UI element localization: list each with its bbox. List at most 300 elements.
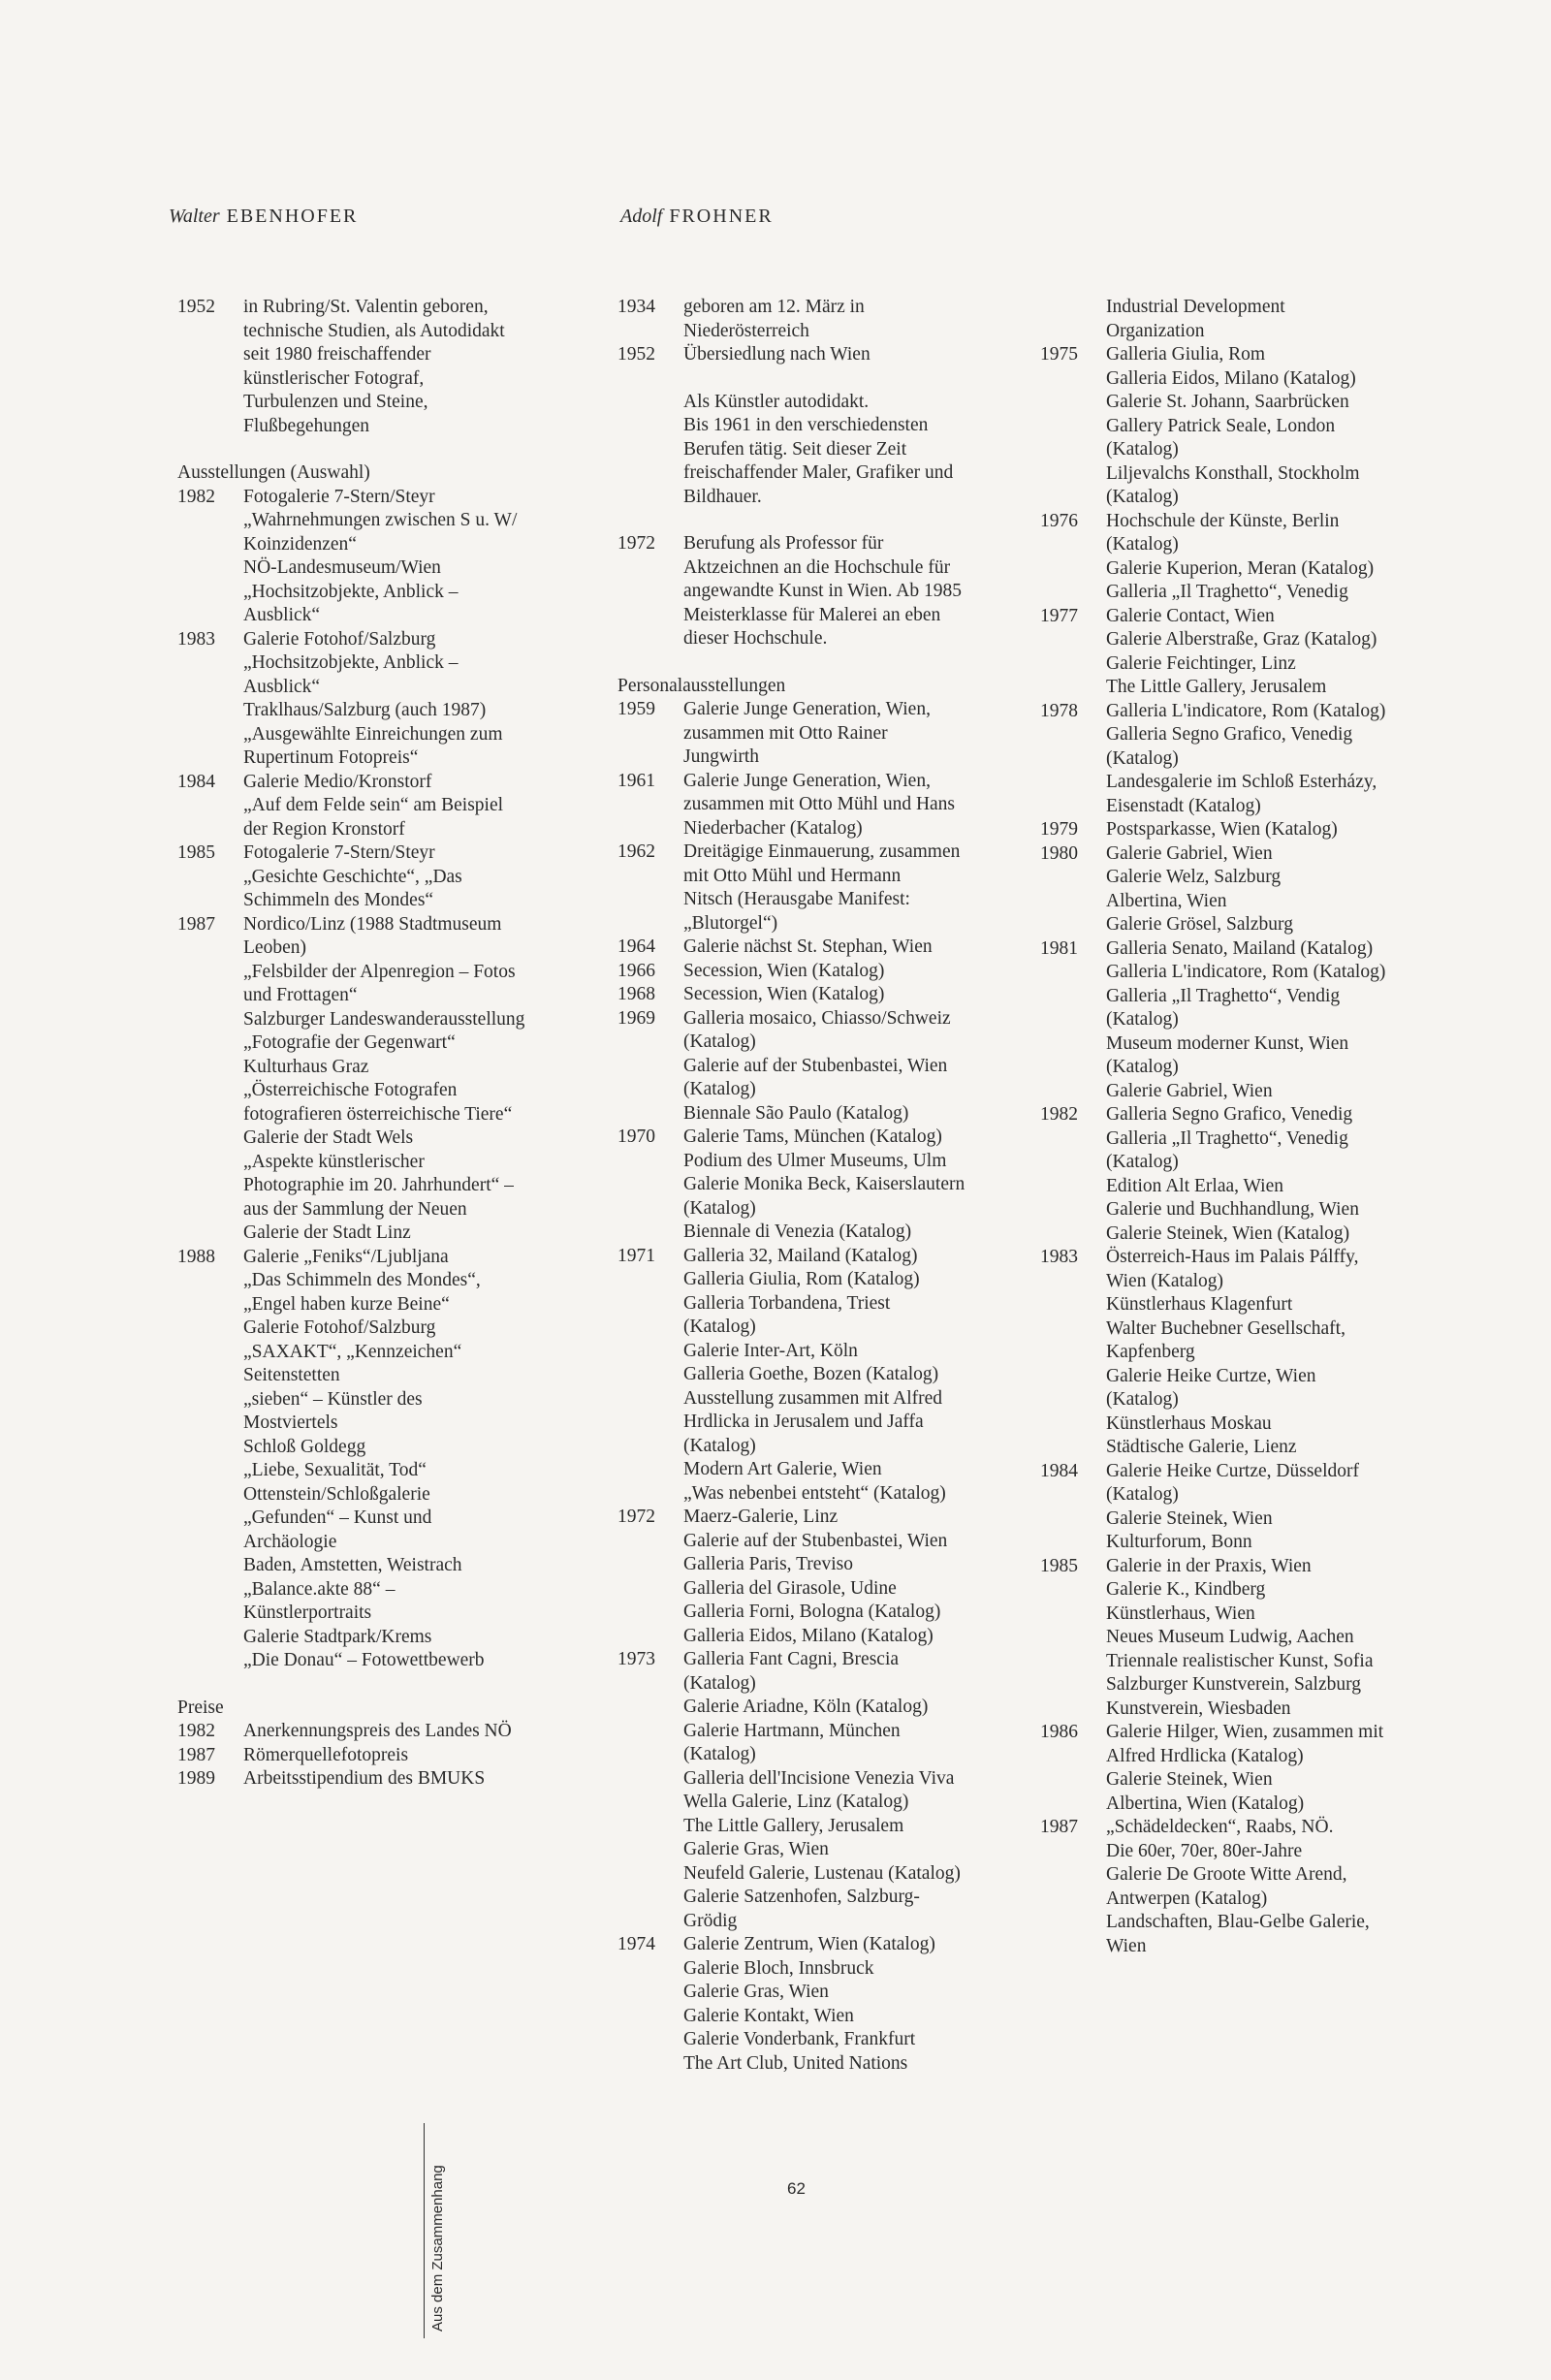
entry-text: in Rubring/St. Valentin geboren, xyxy=(243,297,489,317)
list-item xyxy=(617,1577,1044,1602)
entry-text: seit 1980 freischaffender xyxy=(243,344,431,365)
entry-text: Römerquellefotopreis xyxy=(243,1744,409,1765)
entry-text: Flußbegehungen xyxy=(243,415,369,436)
entry-text: Galerie Fotohof/Salzburg xyxy=(243,628,436,650)
entry-text: „Gefunden“ – Kunst und xyxy=(243,1507,432,1528)
entry-text: Neues Museum Ludwig, Aachen xyxy=(1106,1627,1354,1647)
entry-text: Galerie Steinek, Wien (Katalog) xyxy=(1106,1222,1350,1244)
list-item xyxy=(617,983,1044,1007)
list-item xyxy=(1040,1008,1467,1032)
list-item xyxy=(1040,1507,1467,1532)
year-label: 1989 xyxy=(177,1768,215,1789)
entry-text: Seitenstetten xyxy=(243,1365,340,1385)
list-item xyxy=(177,1364,565,1388)
list-item xyxy=(1040,866,1467,890)
entry-text: Galleria Senato, Mailand (Katalog) xyxy=(1106,937,1374,959)
year-label: 1987 xyxy=(177,1744,215,1765)
entry-text: Galerie Steinek, Wien xyxy=(1106,1769,1273,1790)
list-item xyxy=(617,1767,1044,1792)
entry-text: Niederbacher (Katalog) xyxy=(683,817,863,839)
entry-text: Neufeld Galerie, Lustenau (Katalog) xyxy=(683,1862,961,1884)
entry-text: (Katalog) xyxy=(1106,747,1179,769)
list-item xyxy=(177,509,565,533)
list-item xyxy=(1040,1768,1467,1793)
list-item xyxy=(617,1458,1044,1482)
list-item xyxy=(1040,391,1467,415)
year-label: 1970 xyxy=(617,1127,655,1147)
entry-text: mit Otto Mühl und Hermann xyxy=(683,865,902,886)
year-label: 1980 xyxy=(1040,842,1078,864)
list-item xyxy=(177,651,565,676)
entry-text: Kulturhaus Graz xyxy=(243,1056,369,1077)
list-item xyxy=(177,699,565,723)
list-item xyxy=(617,296,1044,320)
entry-text: (Katalog) xyxy=(1106,439,1179,460)
entry-text: Galerie Monika Beck, Kaiserslautern xyxy=(683,1174,965,1194)
entry-text: Galleria L'indicatore, Rom (Katalog) xyxy=(1106,962,1386,982)
entry-text: dieser Hochschule. xyxy=(683,628,828,649)
entry-text: Hrdlicka in Jerusalem und Jaffa xyxy=(683,1412,924,1432)
entry-text: Galerie De Groote Witte Arend, xyxy=(1106,1864,1347,1885)
list-item xyxy=(1040,1056,1467,1080)
year-label: 1977 xyxy=(1040,605,1078,626)
list-item xyxy=(177,1412,565,1436)
list-item xyxy=(1040,510,1467,534)
entry-text: Galerie Junge Generation, Wien, xyxy=(683,770,931,791)
list-item xyxy=(1040,1293,1467,1317)
list-item xyxy=(1040,676,1467,700)
entry-text: Galerie Kuperion, Meran (Katalog) xyxy=(1106,557,1375,579)
list-item xyxy=(1040,985,1467,1009)
entry-text: Museum moderner Kunst, Wien xyxy=(1106,1032,1349,1054)
list-item xyxy=(177,367,565,392)
entry-text: Die 60er, 70er, 80er-Jahre xyxy=(1106,1840,1303,1861)
entry-text: Künstlerportraits xyxy=(243,1603,372,1623)
list-item xyxy=(177,415,565,439)
entry-text: Galerie Gras, Wien xyxy=(683,1982,829,2002)
page-number: 62 xyxy=(787,2179,806,2198)
list-item xyxy=(177,771,565,795)
list-item xyxy=(177,1626,565,1650)
entry-text: Ausblick“ xyxy=(243,676,321,697)
entry-text: Jungwirth xyxy=(683,746,759,767)
list-item xyxy=(177,1459,565,1483)
entry-text: „sieben“ – Künstler des xyxy=(243,1388,423,1410)
list-item xyxy=(1040,747,1467,772)
list-item xyxy=(617,320,1044,344)
list-item xyxy=(1040,415,1467,439)
list-item xyxy=(177,746,565,771)
entry-text: Postsparkasse, Wien (Katalog) xyxy=(1106,819,1338,840)
list-item xyxy=(1040,1483,1467,1507)
list-item xyxy=(1040,367,1467,392)
year-label: 1973 xyxy=(617,1649,655,1669)
list-item xyxy=(177,486,565,510)
list-item xyxy=(1040,1127,1467,1152)
entry-text: The Little Gallery, Jerusalem xyxy=(1106,677,1327,697)
list-item xyxy=(617,817,1044,841)
entry-text: Galleria Goethe, Bozen (Katalog) xyxy=(683,1364,939,1384)
entry-text: künstlerischer Fotograf, xyxy=(243,367,425,389)
entry-text: Galerie nächst St. Stephan, Wien xyxy=(683,936,933,957)
list-item xyxy=(177,676,565,700)
year-label: 1983 xyxy=(177,628,215,650)
entry-text: Galerie auf der Stubenbastei, Wien xyxy=(683,1055,948,1076)
list-item xyxy=(617,1197,1044,1222)
list-item xyxy=(177,1269,565,1293)
entry-text: Ausstellung zusammen mit Alfred xyxy=(683,1387,943,1409)
entry-text: Wien xyxy=(1106,1935,1147,1956)
entry-text: Organization xyxy=(1106,320,1205,341)
list-item xyxy=(177,581,565,605)
entry-text: fotografieren österreichische Tiere“ xyxy=(243,1103,513,1125)
list-item xyxy=(177,1198,565,1222)
entry-text: technische Studien, als Autodidakt xyxy=(243,320,505,341)
entry-text: Ausblick“ xyxy=(243,605,321,625)
year-label: 1952 xyxy=(617,344,655,365)
year-label: 1976 xyxy=(1040,510,1078,531)
list-item xyxy=(617,438,1044,462)
entry-text: Galerie Hilger, Wien, zusammen mit xyxy=(1106,1722,1384,1742)
entry-text: Albertina, Wien xyxy=(1106,890,1227,911)
list-item xyxy=(617,1078,1044,1102)
list-item xyxy=(617,1150,1044,1174)
list-item xyxy=(1040,1816,1467,1840)
list-item xyxy=(617,2005,1044,2029)
list-item xyxy=(177,1483,565,1507)
entry-text: Galerie Stadtpark/Krems xyxy=(243,1626,432,1647)
entry-text: Leoben) xyxy=(243,937,306,958)
entry-text: Edition Alt Erlaa, Wien xyxy=(1106,1175,1283,1196)
list-item xyxy=(1040,533,1467,557)
author-first-name: Adolf xyxy=(620,206,663,227)
author-last-name: EBENHOFER xyxy=(226,206,359,227)
entry-text: Industrial Development xyxy=(1106,297,1285,317)
year-label: 1974 xyxy=(617,1934,655,1954)
list-item xyxy=(617,627,1044,651)
entry-text: Wella Galerie, Linz (Katalog) xyxy=(683,1792,909,1812)
list-item xyxy=(177,984,565,1008)
entry-text: Künstlerhaus Moskau xyxy=(1106,1412,1272,1434)
list-item xyxy=(177,1151,565,1175)
entry-text: geboren am 12. März in xyxy=(683,297,865,317)
year-label: 1972 xyxy=(617,1507,655,1527)
list-item xyxy=(177,296,565,320)
entry-text: Galleria Eidos, Milano (Katalog) xyxy=(683,1625,934,1646)
list-item xyxy=(177,604,565,628)
entry-text: (Katalog) xyxy=(1106,1009,1179,1030)
entry-text: Gallery Patrick Seale, London xyxy=(1106,415,1336,436)
list-item xyxy=(617,865,1044,889)
list-item xyxy=(177,1127,565,1151)
entry-text: Galerie der Stadt Linz xyxy=(243,1222,411,1243)
entry-text: Dreitägige Einmauerung, zusammen xyxy=(683,841,961,862)
entry-text: Rupertinum Fotopreis“ xyxy=(243,747,419,768)
entry-text: The Little Gallery, Jerusalem xyxy=(683,1815,904,1836)
entry-text: Galerie Feichtinger, Linz xyxy=(1106,652,1296,674)
list-item xyxy=(617,722,1044,746)
list-item xyxy=(177,343,565,367)
entry-text: Galerie Junge Generation, Wien, xyxy=(683,699,931,719)
list-item xyxy=(1040,1222,1467,1247)
entry-text: (Katalog) xyxy=(683,1317,756,1337)
list-item xyxy=(1040,1531,1467,1555)
list-item xyxy=(617,1316,1044,1340)
list-item xyxy=(177,818,565,842)
list-item xyxy=(1040,1745,1467,1769)
list-item xyxy=(1040,1721,1467,1745)
entry-text: Antwerpen (Katalog) xyxy=(1106,1888,1268,1909)
entry-text: (Katalog) xyxy=(683,1435,756,1456)
list-item xyxy=(1040,1603,1467,1627)
list-item xyxy=(1040,890,1467,914)
year-label: 1982 xyxy=(177,486,215,507)
entry-text: Galerie Ariadne, Köln (Katalog) xyxy=(683,1697,929,1717)
list-item xyxy=(1040,723,1467,747)
year-label: 1982 xyxy=(177,1721,215,1741)
entry-text: Galleria Torbandena, Triest xyxy=(683,1292,891,1314)
spacer xyxy=(617,651,1044,675)
entry-text: Nordico/Linz (1988 Stadtmuseum xyxy=(243,913,502,935)
list-item xyxy=(617,960,1044,984)
list-item xyxy=(617,1886,1044,1910)
entry-text: Biennale di Venezia (Katalog) xyxy=(683,1222,912,1242)
year-label: 1934 xyxy=(617,297,655,317)
list-item xyxy=(617,1696,1044,1720)
list-item xyxy=(177,1317,565,1341)
entry-text: The Art Club, United Nations xyxy=(683,2052,908,2074)
entry-text: Berufen tätig. Seit dieser Zeit xyxy=(683,438,907,460)
list-item xyxy=(177,1079,565,1103)
entry-text: Photographie im 20. Jahrhundert“ – xyxy=(243,1175,514,1195)
entry-text: Als Künstler autodidakt. xyxy=(683,391,870,412)
entry-text: Berufung als Professor für xyxy=(683,533,884,554)
list-item xyxy=(177,1531,565,1555)
list-item xyxy=(617,1838,1044,1862)
entry-text: „Balance.akte 88“ – xyxy=(243,1578,396,1600)
list-item xyxy=(177,533,565,557)
entry-text: Galerie auf der Stubenbastei, Wien xyxy=(683,1530,948,1551)
list-item xyxy=(617,1173,1044,1197)
entry-text: (Katalog) xyxy=(1106,534,1179,555)
entry-text: (Katalog) xyxy=(683,1031,756,1052)
entry-text: Galerie Heike Curtze, Düsseldorf xyxy=(1106,1460,1359,1481)
year-label: 1985 xyxy=(1040,1555,1078,1576)
list-item xyxy=(1040,605,1467,629)
list-item xyxy=(177,1744,565,1768)
entry-text: Galerie in der Praxis, Wien xyxy=(1106,1555,1312,1576)
author-heading-right xyxy=(620,206,774,228)
entry-text: (Katalog) xyxy=(1106,1057,1179,1077)
list-item xyxy=(1040,1246,1467,1270)
entry-text: Galleria mosaico, Chiasso/Schweiz xyxy=(683,1007,951,1029)
list-item xyxy=(617,1672,1044,1697)
list-item xyxy=(617,936,1044,960)
entry-text: Galerie Bloch, Innsbruck xyxy=(683,1957,874,1979)
list-item xyxy=(177,391,565,415)
year-label: 1984 xyxy=(177,771,215,792)
entry-text: Hochschule der Künste, Berlin xyxy=(1106,510,1340,531)
year-label: 1978 xyxy=(1040,700,1078,721)
list-item xyxy=(1040,320,1467,344)
entry-text: angewandte Kunst in Wien. Ab 1985 xyxy=(683,581,962,601)
entry-text: Kapfenberg xyxy=(1106,1342,1195,1362)
entry-text: Galerie Vonderbank, Frankfurt xyxy=(683,2029,916,2049)
year-label: 1969 xyxy=(617,1007,655,1029)
year-label: 1982 xyxy=(1040,1104,1078,1125)
list-item xyxy=(1040,628,1467,652)
entry-text: „Die Donau“ – Fotowettbewerb xyxy=(243,1650,485,1670)
list-item xyxy=(617,461,1044,486)
list-item xyxy=(1040,1032,1467,1057)
biography-column-frohner xyxy=(617,296,1044,2076)
entry-text: Galleria Giulia, Rom (Katalog) xyxy=(683,1269,920,1289)
year-label: 1966 xyxy=(617,960,655,981)
list-item xyxy=(617,698,1044,722)
list-item xyxy=(177,1056,565,1080)
list-item xyxy=(1040,937,1467,962)
list-item xyxy=(1040,557,1467,582)
list-item xyxy=(617,746,1044,770)
list-item xyxy=(1040,343,1467,367)
list-item xyxy=(617,1007,1044,1031)
list-item xyxy=(177,1507,565,1531)
list-item xyxy=(617,604,1044,628)
entry-text: „Liebe, Sexualität, Tod“ xyxy=(243,1460,427,1480)
entry-text: Landschaften, Blau-Gelbe Galerie, xyxy=(1106,1912,1370,1932)
list-item xyxy=(177,794,565,818)
list-item xyxy=(177,1554,565,1578)
list-item xyxy=(617,1031,1044,1055)
list-item xyxy=(617,1102,1044,1127)
list-item xyxy=(177,723,565,747)
entry-text: Galleria „Il Traghetto“, Vendig xyxy=(1106,985,1341,1006)
list-item xyxy=(1040,842,1467,867)
entry-text: (Katalog) xyxy=(683,1744,756,1764)
entry-text: Galerie Alberstraße, Graz (Katalog) xyxy=(1106,629,1377,650)
list-item xyxy=(617,1933,1044,1957)
entry-text: Schloß Goldegg xyxy=(243,1436,366,1457)
entry-text: Grödig xyxy=(683,1910,738,1931)
list-item xyxy=(617,1363,1044,1387)
entry-text: Galleria Segno Grafico, Venedig xyxy=(1106,1104,1353,1125)
entry-text: Galerie Heike Curtze, Wien xyxy=(1106,1365,1316,1386)
entry-text: Galerie Hartmann, München xyxy=(683,1720,901,1741)
entry-text: „Engel haben kurze Beine“ xyxy=(243,1293,450,1315)
list-item xyxy=(617,556,1044,581)
entry-text: Galerie Inter-Art, Köln xyxy=(683,1340,858,1361)
list-item xyxy=(177,1293,565,1317)
list-item xyxy=(1040,1793,1467,1817)
entry-text: (Katalog) xyxy=(1106,1484,1179,1505)
entry-text: Galerie Zentrum, Wien (Katalog) xyxy=(683,1934,935,1954)
list-item xyxy=(617,1292,1044,1317)
entry-text: Nitsch (Herausgabe Manifest: xyxy=(683,889,910,909)
entry-text: (Katalog) xyxy=(1106,1152,1179,1172)
entry-text: Galleria Forni, Bologna (Katalog) xyxy=(683,1602,941,1622)
list-item xyxy=(617,841,1044,865)
list-item xyxy=(1040,1317,1467,1342)
list-item xyxy=(617,414,1044,438)
list-item xyxy=(1040,1151,1467,1175)
list-item xyxy=(177,1174,565,1198)
list-item xyxy=(1040,1555,1467,1579)
entry-text: „Gesichte Geschichte“, „Das xyxy=(243,866,462,887)
list-item xyxy=(177,1008,565,1032)
entry-text: Österreich-Haus im Palais Pálffy, xyxy=(1106,1247,1359,1267)
entry-text: Maerz-Galerie, Linz xyxy=(683,1507,839,1527)
list-item xyxy=(617,1245,1044,1269)
entry-text: Galleria Eidos, Milano (Katalog) xyxy=(1106,367,1356,389)
entry-text: Eisenstadt (Katalog) xyxy=(1106,795,1261,816)
list-item xyxy=(177,1436,565,1460)
year-label: 1952 xyxy=(177,297,215,317)
entry-text: NÖ-Landesmuseum/Wien xyxy=(243,557,441,578)
entry-text: Galerie „Feniks“/Ljubljana xyxy=(243,1246,449,1267)
entry-text: Meisterklasse für Malerei an eben xyxy=(683,604,941,625)
entry-text: Koinzidenzen“ xyxy=(243,533,357,555)
section-heading: Personalausstellungen xyxy=(617,675,786,696)
biography-column-frohner-continued xyxy=(1040,296,1467,1958)
entry-text: Galleria del Girasole, Udine xyxy=(683,1577,897,1599)
list-item xyxy=(1040,1911,1467,1935)
list-item xyxy=(617,1435,1044,1459)
list-item xyxy=(177,320,565,344)
list-item xyxy=(177,841,565,866)
list-item xyxy=(177,1246,565,1270)
list-item xyxy=(617,1957,1044,1982)
list-item xyxy=(1040,581,1467,605)
list-item xyxy=(617,1601,1044,1625)
year-label: 1972 xyxy=(617,533,655,554)
author-heading-left xyxy=(169,206,358,228)
entry-text: Galerie Gras, Wien xyxy=(683,1839,829,1859)
list-item xyxy=(177,1031,565,1056)
year-label: 1983 xyxy=(1040,1247,1078,1267)
entry-text: Ottenstein/Schloßgalerie xyxy=(243,1483,430,1505)
entry-text: Modern Art Galerie, Wien xyxy=(683,1459,882,1479)
list-item xyxy=(1040,1888,1467,1912)
year-label: 1971 xyxy=(617,1245,655,1266)
entry-text: „Fotografie der Gegenwart“ xyxy=(243,1032,456,1053)
list-item xyxy=(177,1388,565,1412)
list-item xyxy=(1040,795,1467,819)
entry-text: (Katalog) xyxy=(1106,487,1179,507)
entry-text: Alfred Hrdlicka (Katalog) xyxy=(1106,1745,1304,1766)
list-item xyxy=(1040,1460,1467,1484)
list-item xyxy=(1040,1626,1467,1650)
entry-text: zusammen mit Otto Rainer xyxy=(683,722,888,744)
list-item xyxy=(1040,1365,1467,1389)
list-item xyxy=(1040,771,1467,795)
entry-text: Schimmeln des Mondes“ xyxy=(243,890,434,910)
entry-text: „Das Schimmeln des Mondes“, xyxy=(243,1270,481,1290)
entry-text: Podium des Ulmer Museums, Ulm xyxy=(683,1150,947,1171)
list-item xyxy=(1040,961,1467,985)
list-item xyxy=(1040,1863,1467,1888)
entry-text: Städtische Galerie, Lienz xyxy=(1106,1437,1297,1457)
list-item xyxy=(617,1815,1044,1839)
list-item xyxy=(177,628,565,652)
spacer xyxy=(617,509,1044,532)
entry-text: Wien (Katalog) xyxy=(1106,1270,1224,1291)
spacer xyxy=(617,367,1044,391)
list-item xyxy=(1040,1650,1467,1674)
entry-text: Galerie und Buchhandlung, Wien xyxy=(1106,1199,1359,1220)
entry-text: Galerie Contact, Wien xyxy=(1106,605,1275,626)
entry-text: Galleria Giulia, Rom xyxy=(1106,344,1266,365)
entry-text: „Auf dem Felde sein“ am Beispiel xyxy=(243,795,504,815)
